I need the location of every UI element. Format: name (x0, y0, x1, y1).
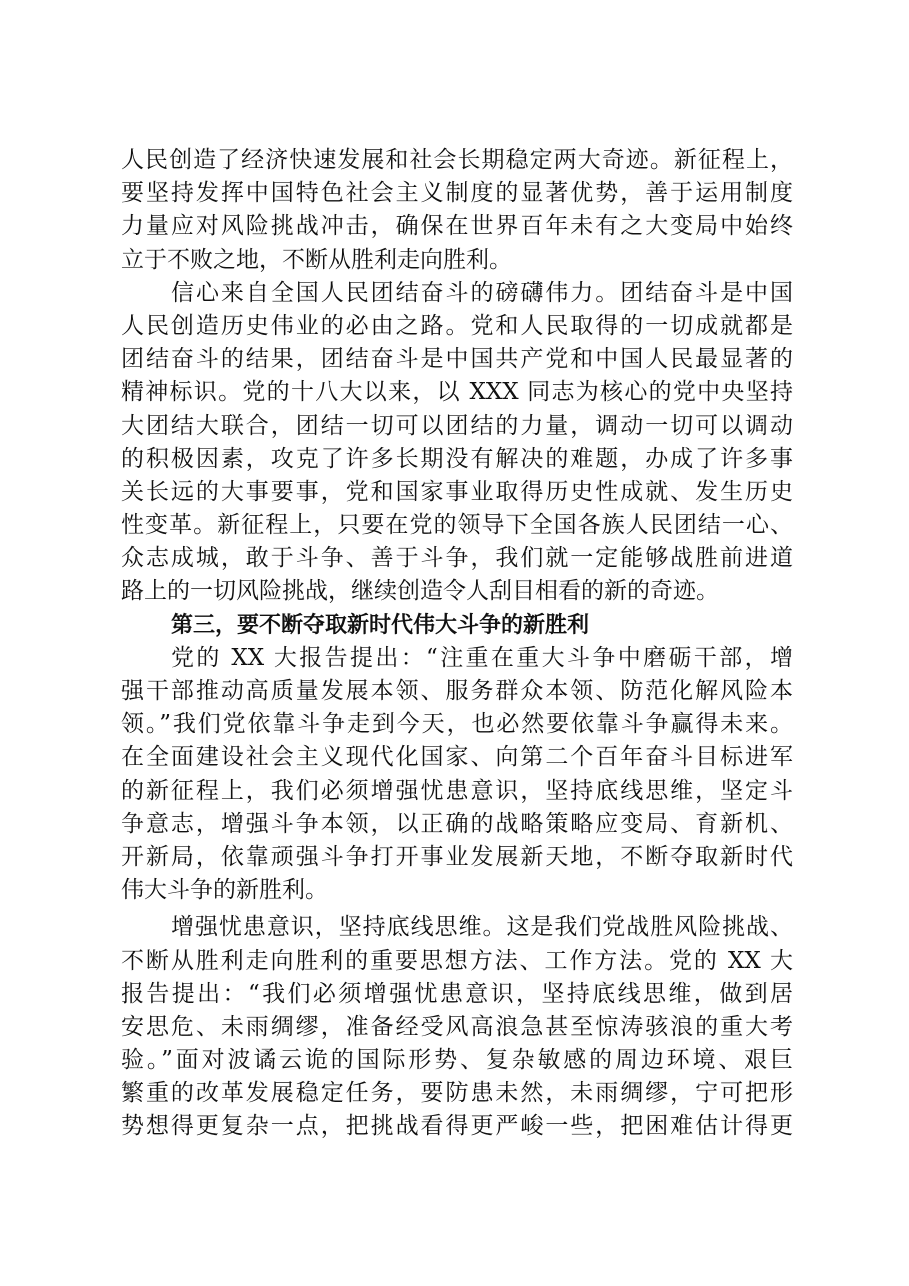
paragraph-4 (121, 911, 793, 1143)
text-line: 力量应对风险挑战冲击，确保在世界百年未有之大变局中始终 (121, 213, 793, 240)
section-heading (121, 609, 793, 642)
paragraph-2 (121, 277, 793, 609)
text-line: 要坚持发挥中国特色社会主义制度的显著优势，善于运用制度 (121, 180, 793, 207)
text-line: 大团结大联合，团结一切可以团结的力量，调动一切可以调动 (121, 412, 793, 439)
text-line: 人民创造历史伟业的必由之路。党和人民取得的一切成就都是 (121, 312, 793, 339)
text-line: 不断从胜利走向胜利的重要思想方法、工作方法。党的 XX 大 (121, 947, 793, 974)
text-line: 开新局，依靠顽强斗争打开事业发展新天地，不断夺取新时代 (121, 843, 793, 870)
paragraph-3 (121, 642, 793, 908)
text-line: 性变革。新征程上，只要在党的领导下全国各族人民团结一心、 (121, 512, 793, 539)
text-line: 的新征程上，我们必须增强忧患意识，坚持底线思维，坚定斗 (121, 777, 793, 804)
text-line: 立于不败之地，不断从胜利走向胜利。 (121, 246, 512, 273)
text-line: 路上的一切风险挑战，继续创造令人刮目相看的新的奇迹。 (121, 578, 719, 605)
text-line: 伟大斗争的新胜利。 (121, 877, 328, 904)
text-line: 党的 XX 大报告提出：“注重在重大斗争中磨砺干部，增 (171, 644, 793, 671)
text-line: 信心来自全国人民团结奋斗的磅礴伟力。团结奋斗是中国 (171, 279, 793, 306)
text-line: 势想得更复杂一点，把挑战看得更严峻一些，把困难估计得更 (121, 1113, 793, 1140)
document-page (121, 144, 793, 1144)
text-line: 繁重的改革发展稳定任务，要防患未然，未雨绸缪，宁可把形 (121, 1080, 793, 1107)
text-line: 关长远的大事要事，党和国家事业取得历史性成就、发生历史 (121, 478, 793, 505)
text-line: 众志成城，敢于斗争、善于斗争，我们就一定能够战胜前进道 (121, 545, 793, 572)
heading-text: 第三，要不断夺取新时代伟大斗争的新胜利 (171, 612, 590, 638)
text-line: 安思危、未雨绸缪，准备经受风高浪急甚至惊涛骇浪的重大考 (121, 1013, 793, 1040)
text-line: 领。”我们党依靠斗争走到今天，也必然要依靠斗争赢得未来。 (121, 711, 793, 738)
text-line: 人民创造了经济快速发展和社会长期稳定两大奇迹。新征程上， (121, 147, 793, 173)
text-line: 团结奋斗的结果，团结奋斗是中国共产党和中国人民最显著的 (121, 346, 793, 373)
text-line: 增强忧患意识，坚持底线思维。这是我们党战胜风险挑战、 (171, 914, 793, 941)
text-line: 的积极因素，攻克了许多长期没有解决的难题，办成了许多事 (121, 445, 793, 472)
text-line: 验。”面对波谲云诡的国际形势、复杂敏感的周边环境、艰巨 (121, 1047, 793, 1074)
paragraph-1 (121, 144, 793, 277)
text-line: 在全面建设社会主义现代化国家、向第二个百年奋斗目标进军 (121, 744, 793, 771)
text-line: 精神标识。党的十八大以来，以 XXX 同志为核心的党中央坚持 (121, 379, 793, 406)
text-line: 争意志，增强斗争本领，以正确的战略策略应变局、育新机、 (121, 810, 793, 837)
text-line: 强干部推动高质量发展本领、服务群众本领、防范化解风险本 (121, 678, 793, 704)
text-line: 报告提出：“我们必须增强忧患意识，坚持底线思维，做到居 (121, 980, 793, 1007)
